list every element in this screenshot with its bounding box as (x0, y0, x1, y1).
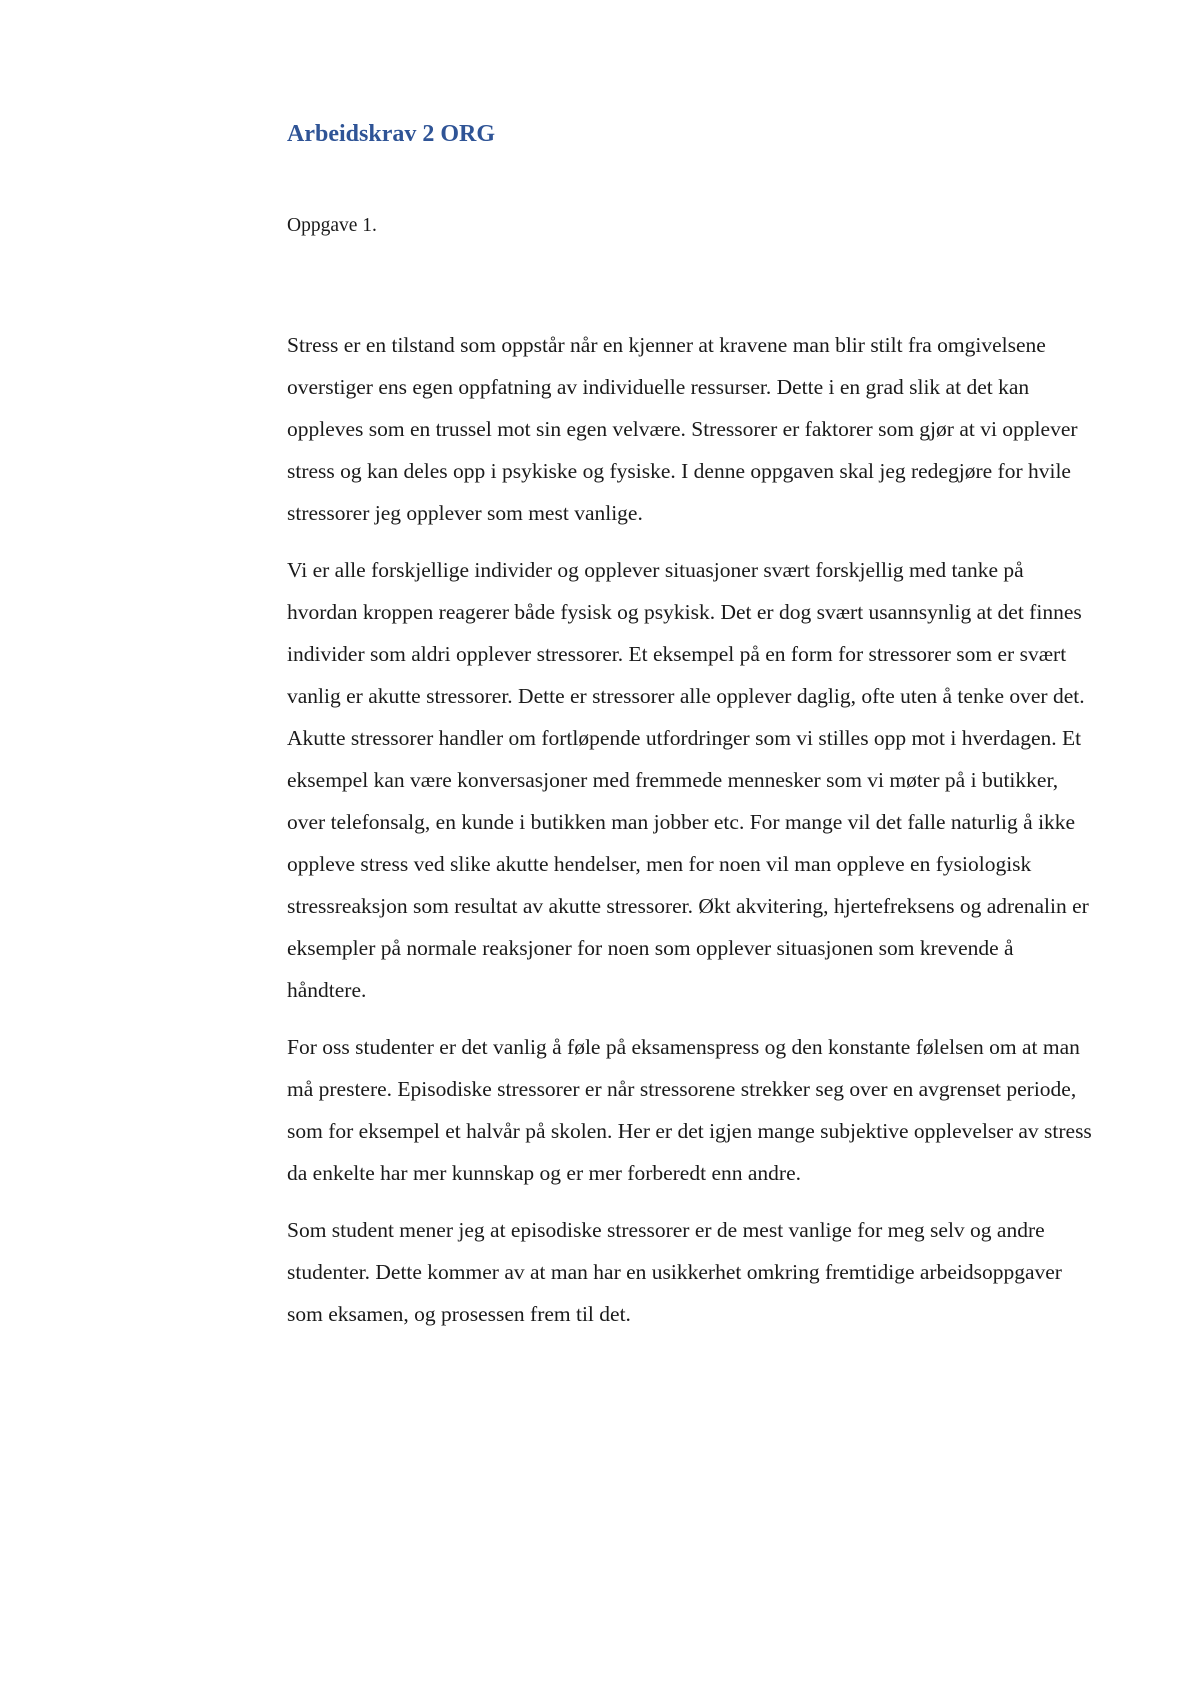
task-heading: Oppgave 1. (287, 215, 377, 236)
paragraph-1: Stress er en tilstand som oppstår når en kjenner at kravene man blir stilt fra omgivelsene overstiger ens egen oppfatning av individuelle ressurser. Dette i en grad slik at det kan oppleves som en trussel mot sin egen velvære. Stressorer er faktorer som gjør at vi opplever stress og kan deles opp i psykiske og fysiske. I denne oppgaven skal jeg redegjøre for hvile stressorer jeg opplever som mest vanlige. (287, 333, 1078, 525)
document-body (287, 118, 1097, 1350)
paragraph-4: Som student mener jeg at episodiske stressorer er de mest vanlige for meg selv og andre studenter. Dette kommer av at man har en usikkerhet omkring fremtidige arbeidsoppgaver som eksamen, og prosessen frem til det. (287, 1218, 1062, 1326)
paragraph-2: Vi er alle forskjellige individer og opplever situasjoner svært forskjellig med tanke på hvordan kroppen reagerer både fysisk og psykisk. Det er dog svært usannsynlig at det finnes individer som aldri opplever stressorer. Et eksempel på en form for stressorer som er svært vanlig er akutte stressorer. Dette er stressorer alle opplever daglig, ofte uten å tenke over det. Akutte stressorer handler om fortløpende utfordringer som vi stilles opp mot i hverdagen. Et eksempel kan være konversasjoner med fremmede mennesker som vi møter på i butikker, over telefonsalg, en kunde i butikken man jobber etc. For mange vil det falle naturlig å ikke oppleve stress ved slike akutte hendelser, men for noen vil man oppleve en fysiologisk stressreaksjon som resultat av akutte stressorer. Økt akvitering, hjertefreksens og adrenalin er eksempler på normale reaksjoner for noen som opplever situasjonen som krevende å håndtere. (287, 558, 1089, 1002)
paragraph-3: For oss studenter er det vanlig å føle på eksamenspress og den konstante følelsen om at man må prestere. Episodiske stressorer er når stressorene strekker seg over en avgrenset periode, som for eksempel et halvår på skolen. Her er det igjen mange subjektive opplevelser av stress da enkelte har mer kunnskap og er mer forberedt enn andre. (287, 1035, 1092, 1185)
document-title: Arbeidskrav 2 ORG (287, 121, 496, 147)
